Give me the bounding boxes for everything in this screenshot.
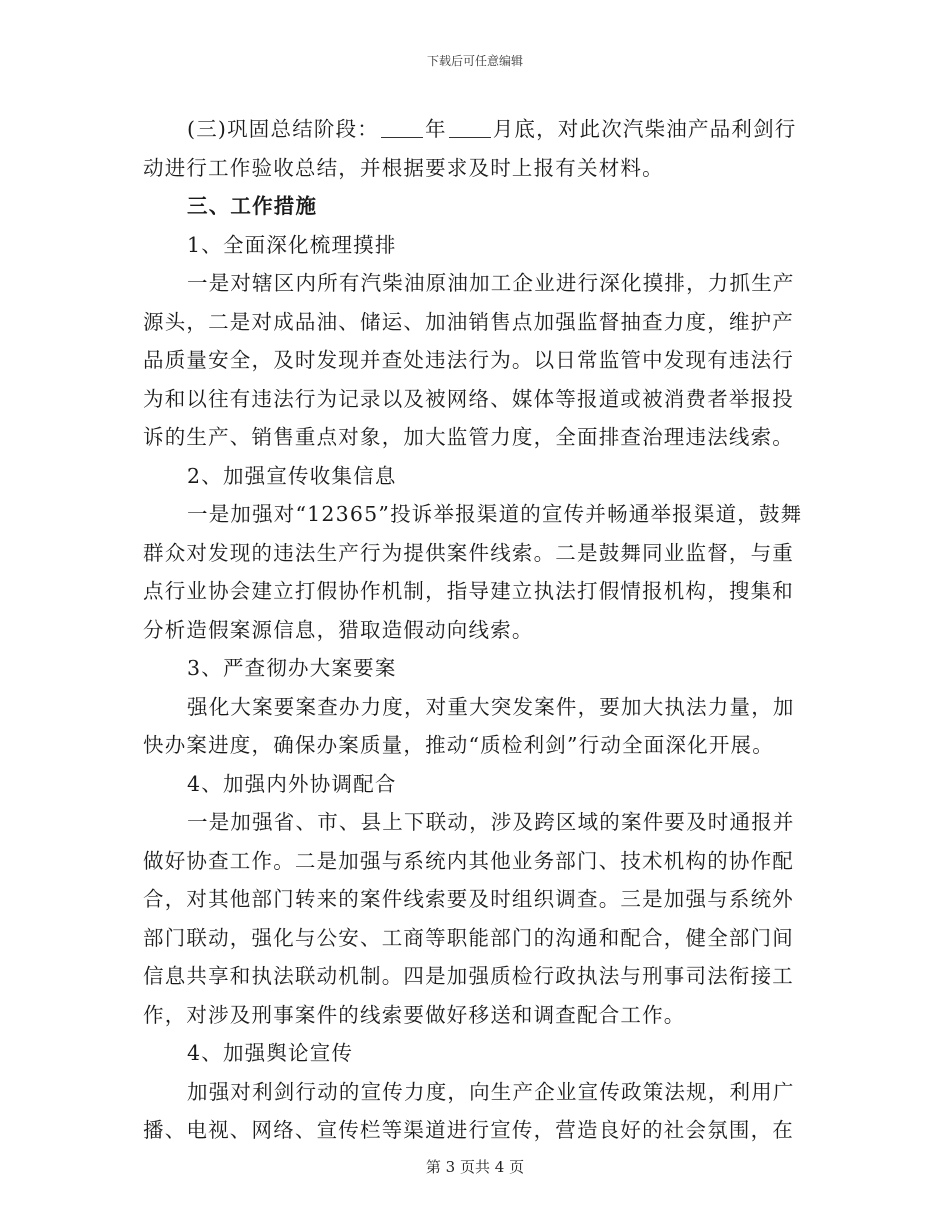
subheading-5: 4、加强舆论宣传 xyxy=(187,1041,354,1065)
subheading-1: 1、全面深化梳理摸排 xyxy=(187,232,397,257)
stage-rest: 月底，对此次汽柴油产品利剑行 xyxy=(492,117,797,141)
body-line: 诉的生产、销售重点对象，加大监管力度，全面排查治理违法线索。 xyxy=(143,425,794,449)
stage-label: (三)巩固总结阶段： xyxy=(187,117,379,141)
body-line: 部门联动，强化与公安、工商等职能部门的沟通和配合，健全部门间 xyxy=(143,925,794,950)
page-header: 下载后可任意编辑 xyxy=(426,54,523,68)
body-line: 加强对利剑行动的宣传力度，向生产企业宣传政策法规，利用广 xyxy=(187,1079,795,1104)
body-line: 分析造假案源信息，猎取造假动向线索。 xyxy=(143,617,534,642)
body-line: 合，对其他部门转来的案件线索要及时组织调查。三是加强与系统外 xyxy=(143,887,794,911)
body-line: 做好协查工作。二是加强与系统内其他业务部门、技术机构的协作配 xyxy=(143,848,794,873)
body-line: 信息共享和执法联动机制。四是加强质检行政执法与刑事司法衔接工 xyxy=(143,964,794,988)
year-text: 年 xyxy=(425,117,447,141)
stage-line xyxy=(143,110,799,149)
subheading-3: 3、严查彻办大案要案 xyxy=(187,656,397,680)
page-footer: 第 3 页共 4 页 xyxy=(425,1158,525,1176)
month-blank xyxy=(449,119,491,138)
body-line: 作，对涉及刑事案件的线索要做好移送和调查配合工作。 xyxy=(143,1002,686,1027)
body-line: 品质量安全，及时发现并查处违法行为。以日常监管中发现有违法行 xyxy=(143,348,794,372)
section-heading: 三、工作措施 xyxy=(187,194,318,218)
body-line: 动进行工作验收总结，并根据要求及时上报有关材料。 xyxy=(143,155,664,180)
subheading-2: 2、加强宣传收集信息 xyxy=(187,463,397,488)
body-line: 强化大案要案查办力度，对重大突发案件，要加大执法力量，加 xyxy=(187,694,795,719)
body-line: 快办案进度，确保办案质量，推动“质检利剑”行动全面深化开展。 xyxy=(143,733,774,757)
body-line: 源头，二是对成品油、储运、加油销售点加强监督抽查力度，维护产 xyxy=(143,309,794,334)
body-line: 点行业协会建立打假协作机制，指导建立执法打假情报机构，搜集和 xyxy=(143,579,794,603)
body-line: 一是加强省、市、县上下联动，涉及跨区域的案件要及时通报并 xyxy=(187,810,795,834)
body-line: 为和以往有违法行为记录以及被网络、媒体等报道或被消费者举报投 xyxy=(143,386,794,411)
body-line: 播、电视、网络、宣传栏等渠道进行宣传，营造良好的社会氛围，在 xyxy=(143,1118,794,1142)
document-body xyxy=(143,110,803,1150)
year-blank xyxy=(381,119,423,138)
body-line: 一是对辖区内所有汽柴油原油加工企业进行深化摸排，力抓生产 xyxy=(187,271,795,295)
body-line: 一是加强对“12365”投诉举报渠道的宣传并畅通举报渠道，鼓舞 xyxy=(187,502,803,526)
body-line: 群众对发现的违法生产行为提供案件线索。二是鼓舞同业监督，与重 xyxy=(143,540,794,565)
subheading-4: 4、加强内外协调配合 xyxy=(187,771,397,796)
